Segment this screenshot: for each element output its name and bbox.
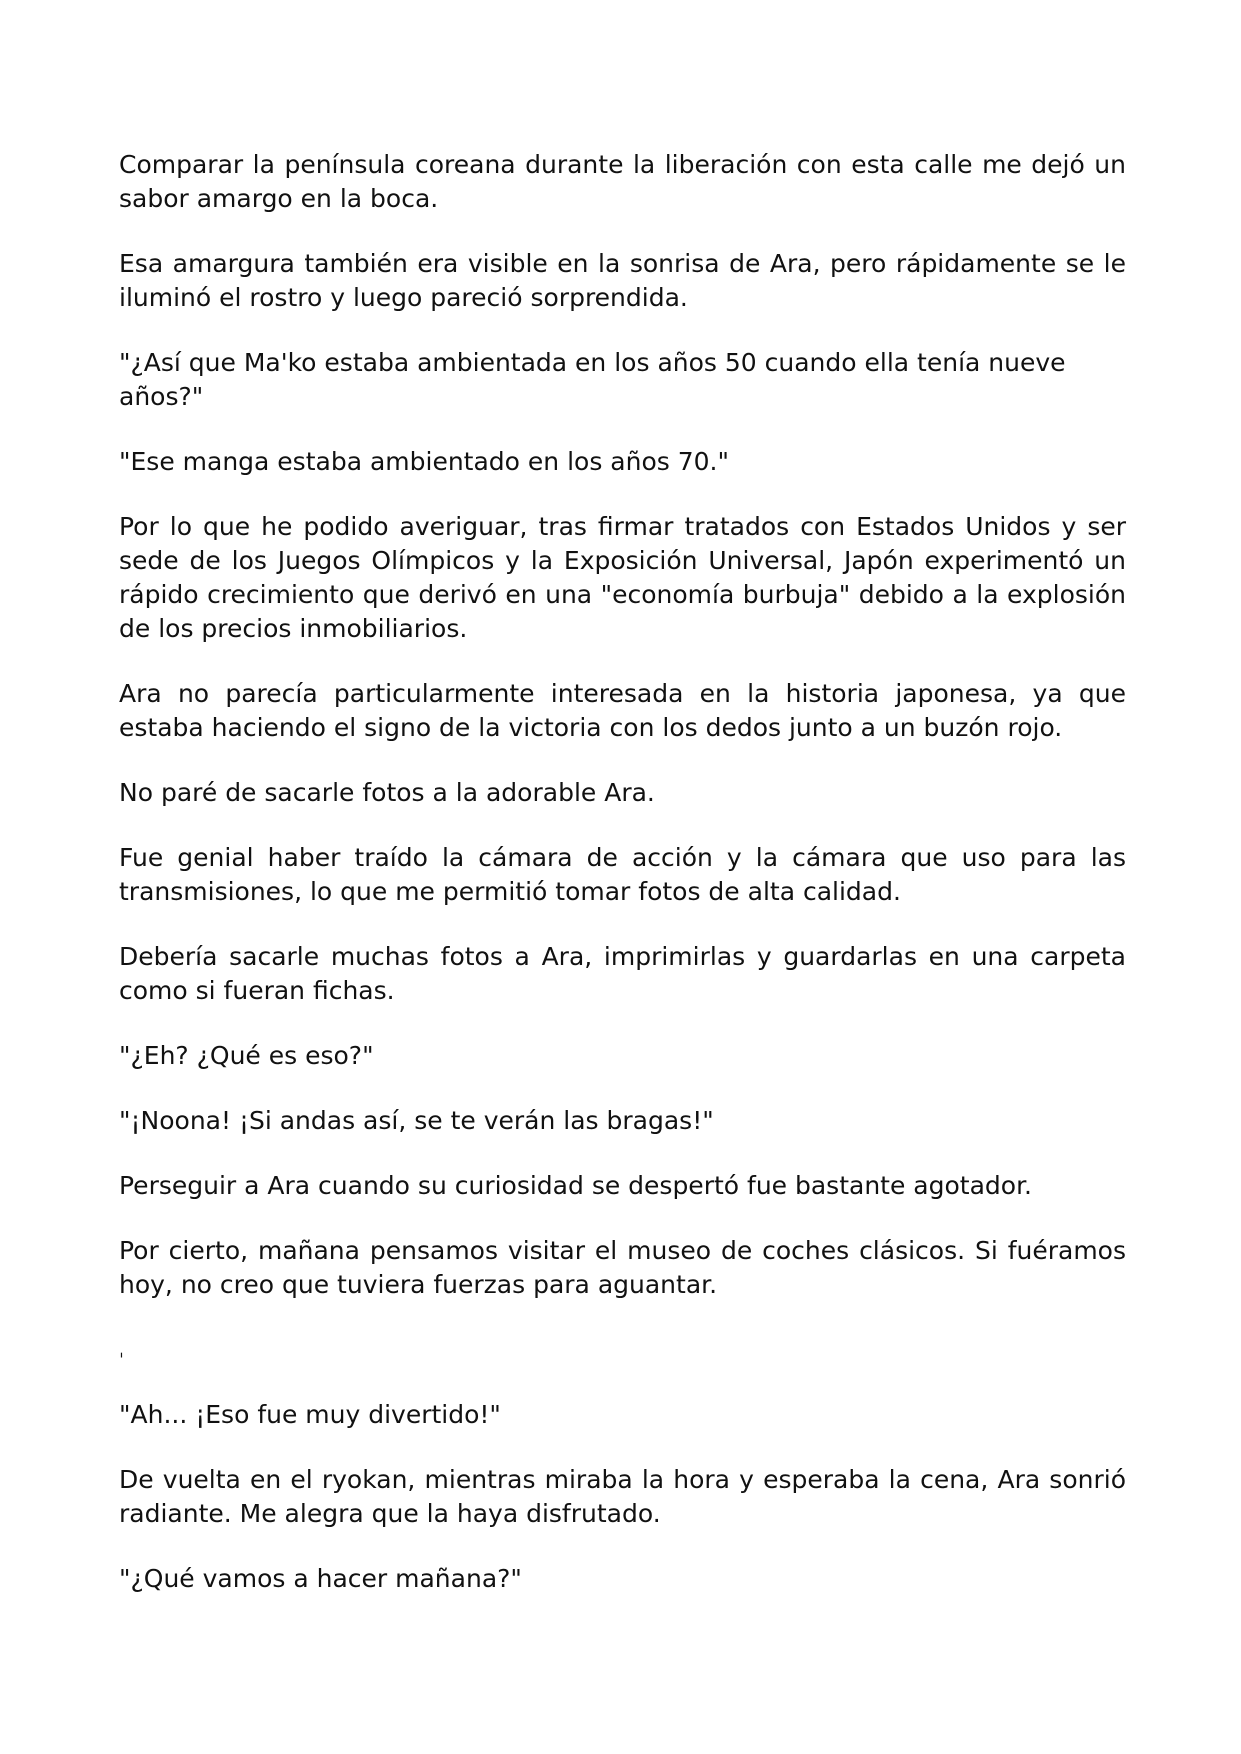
paragraph: No paré de sacarle fotos a la adorable Ara. [119,778,655,807]
body-text [119,148,1126,1627]
paragraph: Por lo que he podido averiguar, tras firmar tratados con Estados Unidos y ser sede de los Juegos Olímpicos y la Exposición Universal, Japón experimentó un rápido crecimiento que derivó en una "economía burbuja" debido a la explosión de los precios inmobiliarios. [119,512,1126,643]
dialogue-line: "¿Así que Ma'ko estaba ambientada en los años 50 cuando ella tenía nueve años?" [119,348,1066,411]
paragraph: Ara no parecía particularmente interesada en la historia japonesa, ya que estaba haciendo el signo de la victoria con los dedos junto a un buzón rojo. [119,679,1126,742]
scene-break-mark: ˌ [119,1339,124,1360]
paragraph: Fue genial haber traído la cámara de acción y la cámara que uso para las transmisiones, lo que me permitió tomar fotos de alta calidad. [119,843,1126,906]
dialogue-line: "¿Qué vamos a hacer mañana?" [119,1564,522,1593]
dialogue-line: "¿Eh? ¿Qué es eso?" [119,1041,374,1070]
paragraph: Debería sacarle muchas fotos a Ara, imprimirlas y guardarlas en una carpeta como si fueran fichas. [119,942,1126,1005]
dialogue-line: "Ese manga estaba ambientado en los años 70." [119,447,729,476]
dialogue-line: "¡Noona! ¡Si andas así, se te verán las bragas!" [119,1106,714,1135]
paragraph: Por cierto, mañana pensamos visitar el museo de coches clásicos. Si fuéramos hoy, no creo que tuviera fuerzas para aguantar. [119,1236,1126,1299]
paragraph: Comparar la península coreana durante la liberación con esta calle me dejó un sabor amargo en la boca. [119,150,1126,213]
paragraph: De vuelta en el ryokan, mientras miraba la hora y esperaba la cena, Ara sonrió radiante. Me alegra que la haya disfrutado. [119,1465,1126,1528]
paragraph: Esa amargura también era visible en la sonrisa de Ara, pero rápidamente se le iluminó el rostro y luego pareció sorprendida. [119,249,1126,312]
dialogue-line: "Ah... ¡Eso fue muy divertido!" [119,1400,501,1429]
paragraph: Perseguir a Ara cuando su curiosidad se despertó fue bastante agotador. [119,1171,1033,1200]
